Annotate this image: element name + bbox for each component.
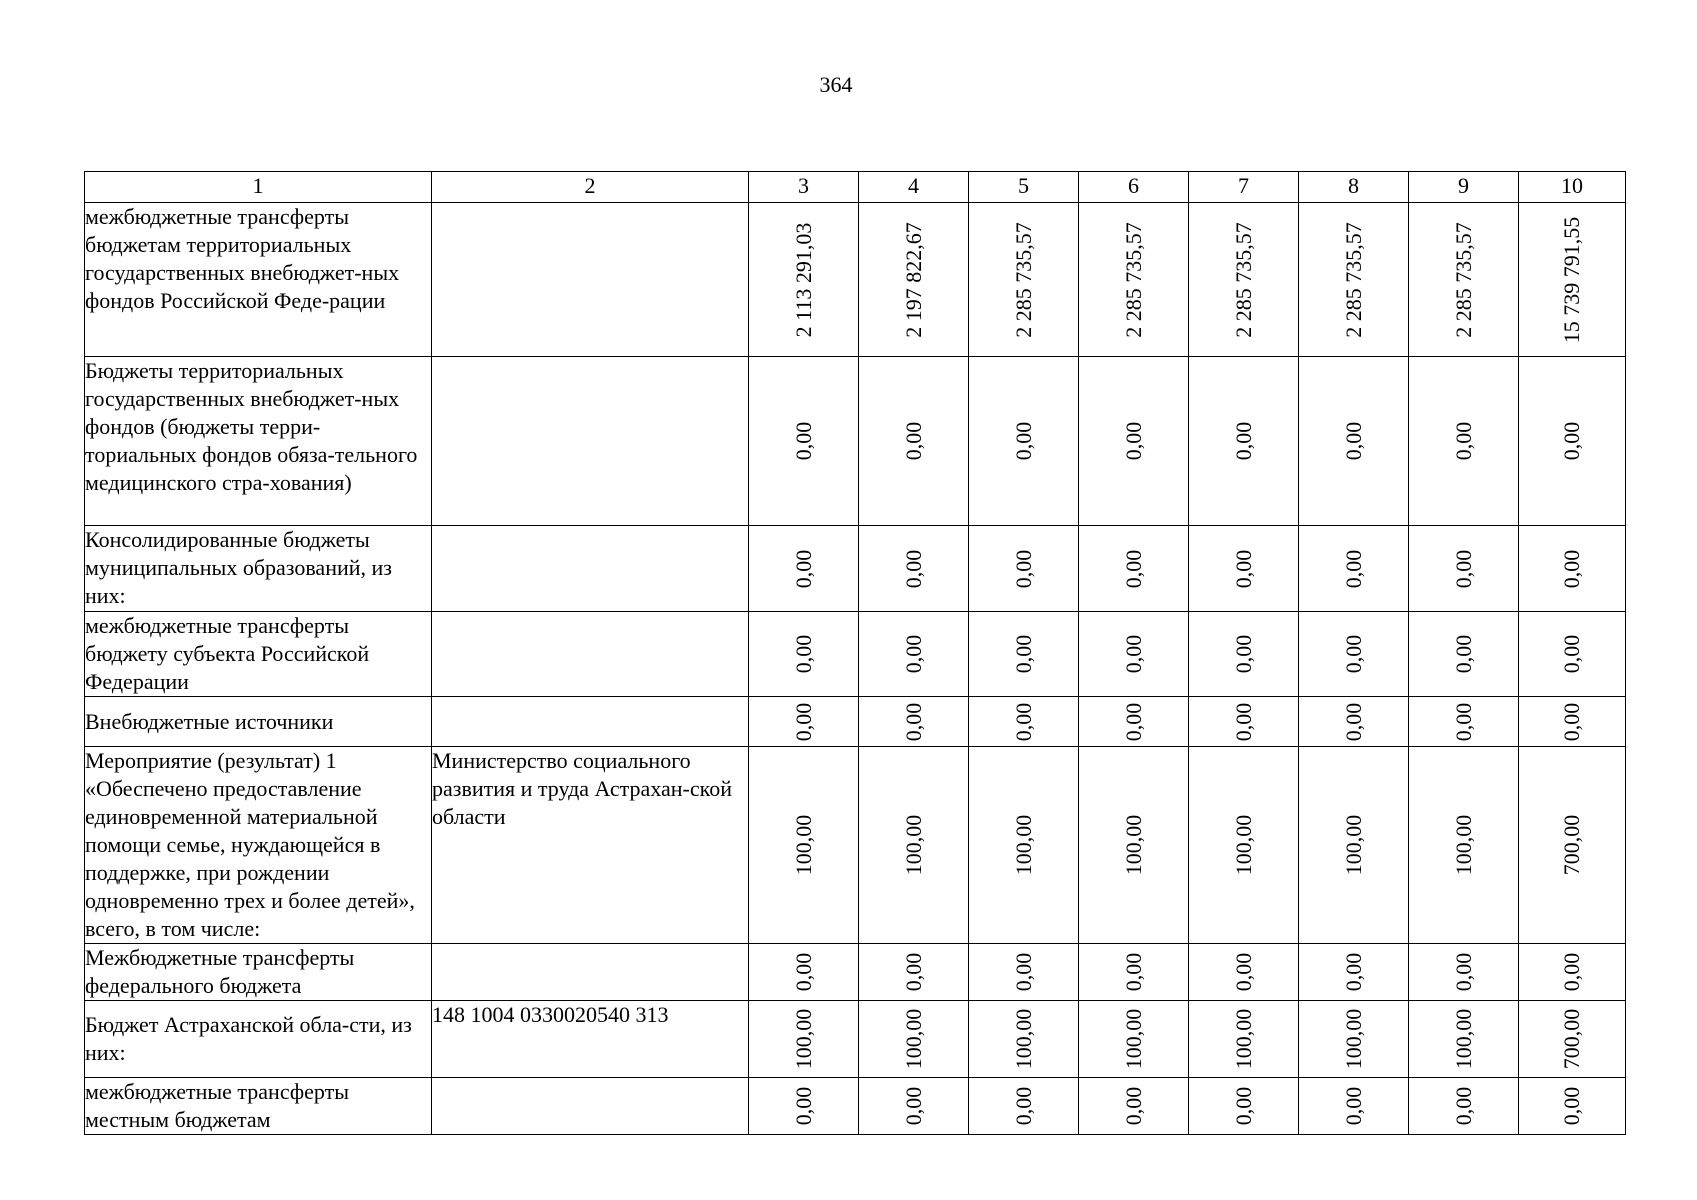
table-row <box>85 612 1626 697</box>
cell-value: 0,00 <box>790 549 816 588</box>
value-cell <box>859 747 969 944</box>
value-cell <box>1519 1001 1626 1078</box>
value-cell <box>1299 1078 1409 1135</box>
cell-value: 0,00 <box>1010 421 1036 461</box>
cell-value: 2 285 735,57 <box>1010 221 1036 338</box>
cell-value: 2 113 291,03 <box>790 222 816 337</box>
cell-value: 2 285 735,57 <box>1450 221 1476 338</box>
cell-value: 0,00 <box>1559 952 1584 992</box>
cell-value: 100,00 <box>1340 1008 1366 1070</box>
row-label: Консолидированные бюджеты муниципальных образований, из них: <box>85 526 432 612</box>
value-cell <box>1189 612 1299 697</box>
value-cell <box>749 612 859 697</box>
value-cell <box>969 1078 1079 1135</box>
cell-value: 100,00 <box>1120 814 1146 876</box>
row-label: Бюджеты территориальных государственных внебюджет-ных фондов (бюджеты терри-ториальных фондов обяза-тельного медицинского стра-хования) <box>85 357 432 526</box>
value-cell <box>1409 1078 1519 1135</box>
row-label: межбюджетные трансферты бюджетам территориальных государственных внебюджет-ных фондов Российской Феде-рации <box>85 203 432 357</box>
value-cell <box>749 944 859 1001</box>
row-label: Внебюджетные источники <box>85 697 432 747</box>
cell-value: 0,00 <box>1559 421 1584 461</box>
value-cell <box>969 526 1079 612</box>
column-header: 8 <box>1299 172 1409 203</box>
value-cell <box>1189 357 1299 526</box>
table-row <box>85 1078 1626 1135</box>
cell-value: 100,00 <box>1120 1008 1146 1070</box>
column-header: 4 <box>859 172 969 203</box>
row-code <box>432 1078 749 1135</box>
table-row <box>85 357 1626 526</box>
value-cell <box>969 357 1079 526</box>
value-cell <box>969 612 1079 697</box>
cell-value: 0,00 <box>1010 634 1036 674</box>
column-header: 2 <box>432 172 749 203</box>
cell-value: 0,00 <box>1340 1086 1366 1126</box>
value-cell <box>1299 747 1409 944</box>
row-label: Бюджет Астраханской обла-сти, из них: <box>85 1001 432 1078</box>
value-cell <box>1299 357 1409 526</box>
value-cell <box>1409 203 1519 357</box>
cell-value: 100,00 <box>900 1008 926 1070</box>
cell-value: 0,00 <box>1340 702 1366 741</box>
row-code <box>432 203 749 357</box>
row-code <box>432 944 749 1001</box>
cell-value: 0,00 <box>1120 702 1146 741</box>
cell-value: 15 739 791,55 <box>1559 216 1584 343</box>
cell-value: 100,00 <box>1450 1008 1476 1070</box>
value-cell <box>1299 1001 1409 1078</box>
value-cell <box>1519 612 1626 697</box>
cell-value: 0,00 <box>1230 952 1256 992</box>
value-cell <box>1519 1078 1626 1135</box>
cell-value: 0,00 <box>1559 1086 1584 1126</box>
cell-value: 0,00 <box>1450 421 1476 461</box>
value-cell <box>1299 612 1409 697</box>
value-cell <box>1519 697 1626 747</box>
row-label: межбюджетные трансферты бюджету субъекта Российской Федерации <box>85 612 432 697</box>
value-cell <box>969 944 1079 1001</box>
value-cell <box>859 697 969 747</box>
cell-value: 0,00 <box>900 702 926 741</box>
table-row <box>85 526 1626 612</box>
cell-value: 0,00 <box>900 952 926 992</box>
value-cell <box>1079 1001 1189 1078</box>
cell-value: 2 197 822,67 <box>900 221 926 338</box>
value-cell <box>1079 203 1189 357</box>
row-code <box>432 612 749 697</box>
cell-value: 100,00 <box>1010 1008 1036 1070</box>
row-label: Мероприятие (результат) 1 «Обеспечено предоставление единовременной материальной помощи семье, нуждающейся в поддержке, при рождении одновременно трех и более детей», всего, в том числе: <box>85 747 432 944</box>
table-row <box>85 203 1626 357</box>
cell-value: 0,00 <box>1230 1086 1256 1126</box>
cell-value: 0,00 <box>790 1086 816 1126</box>
cell-value: 700,00 <box>1559 1008 1584 1070</box>
column-header: 3 <box>749 172 859 203</box>
cell-value: 0,00 <box>1230 634 1256 674</box>
value-cell <box>749 1078 859 1135</box>
value-cell <box>1189 747 1299 944</box>
value-cell <box>1519 357 1626 526</box>
value-cell <box>859 1078 969 1135</box>
cell-value: 0,00 <box>1559 634 1584 674</box>
value-cell <box>1409 357 1519 526</box>
value-cell <box>749 203 859 357</box>
cell-value: 0,00 <box>1559 702 1584 741</box>
column-header: 7 <box>1189 172 1299 203</box>
value-cell <box>1519 526 1626 612</box>
value-cell <box>969 1001 1079 1078</box>
table-row <box>85 944 1626 1001</box>
value-cell <box>1189 1001 1299 1078</box>
cell-value: 0,00 <box>1450 549 1476 588</box>
column-header: 6 <box>1079 172 1189 203</box>
budget-table <box>84 171 1626 1135</box>
cell-value: 0,00 <box>1010 1086 1036 1126</box>
value-cell <box>749 526 859 612</box>
cell-value: 0,00 <box>1450 702 1476 741</box>
value-cell <box>859 357 969 526</box>
column-header: 5 <box>969 172 1079 203</box>
column-header: 9 <box>1409 172 1519 203</box>
cell-value: 100,00 <box>900 814 926 876</box>
value-cell <box>1189 203 1299 357</box>
column-header: 1 <box>85 172 432 203</box>
cell-value: 100,00 <box>1230 814 1256 876</box>
value-cell <box>1519 203 1626 357</box>
row-code <box>432 526 749 612</box>
cell-value: 100,00 <box>1450 814 1476 876</box>
value-cell <box>1409 747 1519 944</box>
cell-value: 2 285 735,57 <box>1340 221 1366 338</box>
value-cell <box>1409 944 1519 1001</box>
cell-value: 0,00 <box>900 634 926 674</box>
cell-value: 0,00 <box>1120 1086 1146 1126</box>
cell-value: 2 285 735,57 <box>1120 221 1146 338</box>
cell-value: 100,00 <box>790 1008 816 1070</box>
value-cell <box>859 944 969 1001</box>
cell-value: 0,00 <box>1230 702 1256 741</box>
cell-value: 100,00 <box>790 814 816 876</box>
value-cell <box>1409 1001 1519 1078</box>
cell-value: 0,00 <box>1340 549 1366 588</box>
value-cell <box>1079 612 1189 697</box>
cell-value: 0,00 <box>1230 421 1256 461</box>
cell-value: 0,00 <box>1120 634 1146 674</box>
cell-value: 0,00 <box>1120 549 1146 588</box>
value-cell <box>749 697 859 747</box>
value-cell <box>1189 944 1299 1001</box>
page-number: 364 <box>819 72 853 97</box>
cell-value: 0,00 <box>900 421 926 461</box>
table-row <box>85 697 1626 747</box>
value-cell <box>1299 526 1409 612</box>
table-row <box>85 747 1626 944</box>
cell-value: 0,00 <box>1010 549 1036 588</box>
row-code: Министерство социального развития и труда Астрахан-ской области <box>432 747 749 944</box>
cell-value: 0,00 <box>1559 549 1584 588</box>
cell-value: 0,00 <box>790 702 816 741</box>
value-cell <box>1079 944 1189 1001</box>
cell-value: 0,00 <box>1010 702 1036 741</box>
value-cell <box>969 747 1079 944</box>
value-cell <box>1519 944 1626 1001</box>
value-cell <box>859 1001 969 1078</box>
cell-value: 0,00 <box>1120 952 1146 992</box>
row-code <box>432 697 749 747</box>
value-cell <box>859 526 969 612</box>
cell-value: 100,00 <box>1010 814 1036 876</box>
column-header: 10 <box>1519 172 1626 203</box>
cell-value: 2 285 735,57 <box>1230 221 1256 338</box>
value-cell <box>1299 697 1409 747</box>
value-cell <box>1079 747 1189 944</box>
value-cell <box>1189 526 1299 612</box>
cell-value: 0,00 <box>1120 421 1146 461</box>
cell-value: 700,00 <box>1559 814 1584 876</box>
cell-value: 0,00 <box>1340 421 1366 461</box>
value-cell <box>1409 526 1519 612</box>
header-row <box>85 172 1626 203</box>
value-cell <box>1079 697 1189 747</box>
value-cell <box>859 612 969 697</box>
value-cell <box>969 203 1079 357</box>
cell-value: 0,00 <box>1450 952 1476 992</box>
value-cell <box>1079 526 1189 612</box>
cell-value: 0,00 <box>1450 634 1476 674</box>
value-cell <box>1189 697 1299 747</box>
cell-value: 0,00 <box>790 952 816 992</box>
cell-value: 0,00 <box>1010 952 1036 992</box>
cell-value: 0,00 <box>1340 952 1366 992</box>
row-label: межбюджетные трансферты местным бюджетам <box>85 1078 432 1135</box>
cell-value: 0,00 <box>790 634 816 674</box>
value-cell <box>1079 1078 1189 1135</box>
value-cell <box>1299 944 1409 1001</box>
cell-value: 0,00 <box>900 549 926 588</box>
value-cell <box>1409 612 1519 697</box>
value-cell <box>749 1001 859 1078</box>
cell-value: 0,00 <box>1230 549 1256 588</box>
cell-value: 0,00 <box>790 421 816 461</box>
value-cell <box>749 747 859 944</box>
cell-value: 100,00 <box>1230 1008 1256 1070</box>
value-cell <box>1299 203 1409 357</box>
row-label: Межбюджетные трансферты федерального бюджета <box>85 944 432 1001</box>
value-cell <box>1189 1078 1299 1135</box>
row-code <box>432 357 749 526</box>
value-cell <box>1079 357 1189 526</box>
cell-value: 0,00 <box>900 1086 926 1126</box>
value-cell <box>969 697 1079 747</box>
value-cell <box>859 203 969 357</box>
value-cell <box>1409 697 1519 747</box>
table-row <box>85 1001 1626 1078</box>
row-code: 148 1004 0330020540 313 <box>432 1001 749 1078</box>
cell-value: 0,00 <box>1340 634 1366 674</box>
value-cell <box>1519 747 1626 944</box>
cell-value: 100,00 <box>1340 814 1366 876</box>
value-cell <box>749 357 859 526</box>
cell-value: 0,00 <box>1450 1086 1476 1126</box>
